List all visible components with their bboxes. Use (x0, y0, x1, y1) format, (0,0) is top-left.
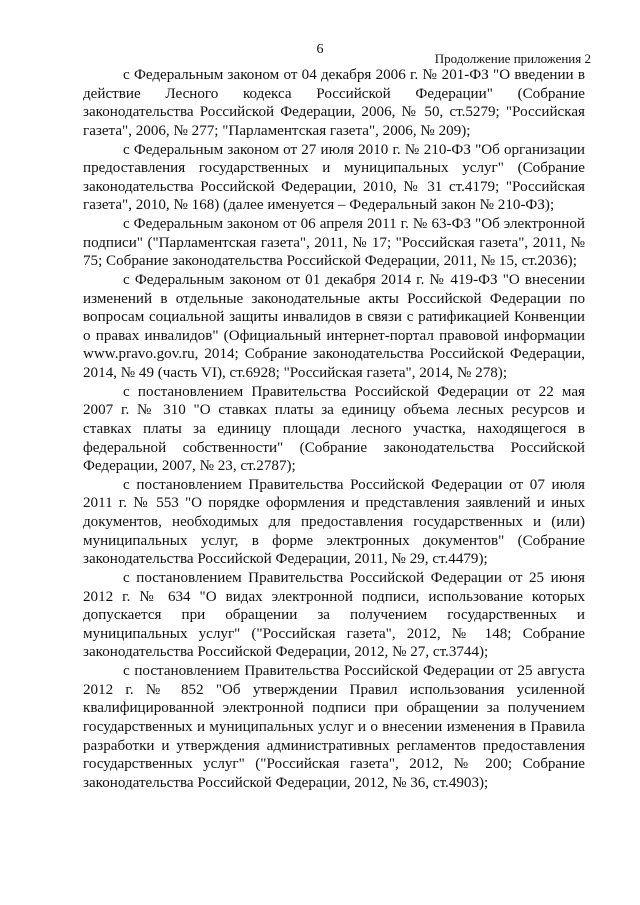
paragraph-resolution-634: с постановлением Правительства Российской Федерации от 25 июня 2012 г. № 634 "О видах электронной подписи, использование которых допускается при обращении за получением государственных и муниципальных услуг" ("Российская газета", 2012, № 148; Собрание законодательства Российской Федерации, 2012, № 27, ст.3744); (83, 569, 585, 661)
paragraph-federal-law-63fz: с Федеральным законом от 06 апреля 2011 г. № 63-ФЗ "Об электронной подписи" ("Парламентская газета", 2011, № 17; "Российская газета", 2011, № 75; Собрание законодательства Российской Федерации, 2011, № 15, ст.2036); (83, 216, 585, 270)
paragraph-federal-law-210fz: с Федеральным законом от 27 июля 2010 г. № 210-ФЗ "Об организации предоставления государственных и муниципальных услуг" (Собрание законодательства Российской Федерации, 2010, № 31 ст.4179; "Российская газета", 2010, № 168) (далее именуется – Федеральный закон № 210-ФЗ); (83, 141, 585, 214)
document-body (83, 66, 585, 792)
paragraph-resolution-553: с постановлением Правительства Российской Федерации от 07 июля 2011 г. № 553 "О порядке оформления и представления заявлений и иных документов, необходимых для предоставления государственных и (или) муниципальных услуг, в форме электронных документов" (Собрание законодательства Российской Федерации, 2011, № 29, ст.4479); (83, 476, 585, 568)
paragraph-resolution-310: с постановлением Правительства Российской Федерации от 22 мая 2007 г. № 310 "О ставках платы за единицу объема лесных ресурсов и ставках платы за единицу площади лесного участка, находящегося в федеральной собственности" (Собрание законодательства Российской Федерации, 2007, № 23, ст.2787); (83, 383, 585, 475)
paragraph-resolution-852: с постановлением Правительства Российской Федерации от 25 августа 2012 г. № 852 "Об утверждении Правил использования усиленной квалифицированной электронной подписи при обращении за получением государственных и муниципальных услуг и о внесении изменения в Правила разработки и утверждения административных регламентов предоставления государственных услуг" ("Российская газета", 2012, № 200; Собрание законодательства Российской Федерации, 2012, № 36, ст.4903); (83, 663, 585, 791)
page-number: 6 (316, 42, 324, 57)
paragraph-federal-law-419fz: с Федеральным законом от 01 декабря 2014 г. № 419-ФЗ "О внесении изменений в отдельные законодательные акты Российской Федерации по вопросам социальной защиты инвалидов в связи с ратификацией Конвенции о правах инвалидов" (Официальный интернет-портал правовой информации www.pravo.gov.ru, 2014; Собрание законодательства Российской Федерации, 2014, № 49 (часть VI), ст.6928; "Российская газета", 2014, № 278); (83, 271, 585, 381)
paragraph-federal-law-201fz: с Федеральным законом от 04 декабря 2006 г. № 201-ФЗ "О введении в действие Лесного кодекса Российской Федерации" (Собрание законодательства Российской Федерации, 2006, № 50, ст.5279; "Российская газета", 2006, № 277; "Парламентская газета", 2006, № 209); (83, 67, 585, 139)
appendix-continuation-label: Продолжение приложения 2 (434, 51, 591, 66)
